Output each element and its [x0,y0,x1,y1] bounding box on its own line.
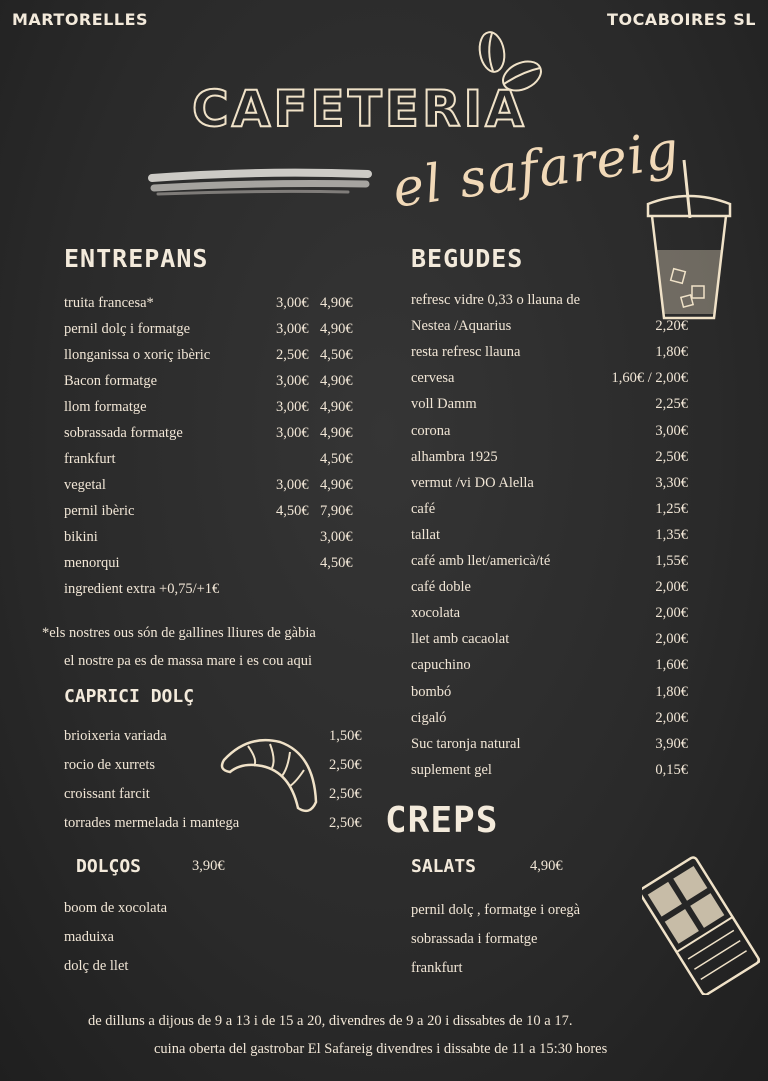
entrepa-price-half: 3,00€ [276,399,309,415]
salats-heading: SALATS [411,856,477,877]
beguda-row [411,576,688,598]
dolc-crep-item: dolç de llet [64,958,129,974]
beguda-row [411,315,688,337]
entrepa-price-full: 4,90€ [320,399,353,415]
entrepa-row [64,474,364,496]
beguda-row [411,681,688,703]
beguda-name: cigaló [411,709,447,726]
entrepa-row [64,500,364,522]
beguda-row [411,420,688,442]
beguda-price: 2,50€ [655,448,688,465]
beguda-row [411,341,688,363]
page-title: CAFETERIA [192,80,527,138]
caprici-price: 2,50€ [329,757,362,773]
entrepa-row [64,552,364,574]
beguda-row [411,289,688,311]
beguda-price: 1,35€ [655,526,688,543]
beguda-price: 2,00€ [655,605,688,622]
entrepa-price-half: 3,00€ [276,295,309,311]
beguda-name: llet amb cacaolat [411,631,510,648]
beguda-price: 2,20€ [655,318,688,335]
entrepa-name: bikini [64,529,98,545]
entrepa-price-full: 4,50€ [320,451,353,467]
footer-kitchen-hours: cuina oberta del gastrobar El Safareig divendres i dissabte de 11 a 15:30 hores [154,1041,608,1057]
entrepa-row [64,396,364,418]
beguda-row [411,759,688,781]
beguda-price: 3,00€ [655,422,688,439]
entrepa-name: sobrassada formatge [64,425,183,441]
beguda-row [411,446,688,468]
entrepa-row [64,422,364,444]
entrepa-price-full: 4,90€ [320,425,353,441]
entrepa-price-full: 4,90€ [320,477,353,493]
footer-hours: de dilluns a dijous de 9 a 13 i de 15 a 20, divendres de 9 a 20 i dissabtes de 10 a 17. [88,1013,573,1029]
entrepa-price-half: 3,00€ [276,425,309,441]
beguda-price: 3,30€ [655,474,688,491]
entrepa-price-full: 7,90€ [320,503,353,519]
caprici-price: 2,50€ [329,815,362,831]
header-left-label: MARTORELLES [12,10,149,29]
dolc-crep-item: maduixa [64,929,114,945]
beguda-price: 1,55€ [655,553,688,569]
beguda-name: vermut /vi DO Alella [411,474,534,491]
beguda-row [411,602,688,624]
beguda-price: 1,60€ / 2,00€ [611,370,688,387]
beguda-name: resta refresc llauna [411,344,521,361]
entrepa-name: truita francesa* [64,295,154,311]
dolcos-price: 3,90€ [192,858,225,874]
entrepa-name: pernil ibèric [64,503,135,519]
entrepa-price-full: 4,90€ [320,373,353,389]
entrepa-price-half: 3,00€ [276,373,309,389]
caprici-price: 2,50€ [329,786,362,802]
beguda-name: voll Damm [411,396,477,413]
caprici-name: brioixeria variada [64,728,167,744]
entrepa-price-full: 4,50€ [320,555,353,571]
beguda-row [411,707,688,729]
entrepa-price-full: 4,90€ [320,321,353,337]
beguda-name: suplement gel [411,761,492,778]
beguda-name: xocolata [411,605,461,622]
beguda-name: Suc taronja natural [411,735,521,752]
beguda-price: 2,25€ [655,396,688,413]
entrepa-row [64,448,364,470]
beguda-row [411,628,688,650]
beguda-price: 1,80€ [655,683,688,700]
entrepa-price-full: 4,90€ [320,295,353,311]
caprici-price: 1,50€ [329,728,362,744]
entrepa-name: menorqui [64,555,120,571]
beguda-price: 2,00€ [655,579,688,596]
entrepa-row [64,526,364,548]
entrepa-price-full: 3,00€ [320,529,353,545]
entrepa-row [64,318,364,340]
salat-crep-item: sobrassada i formatge [411,931,538,947]
entrepa-price-half: 2,50€ [276,347,309,363]
caprici-heading: CAPRICI DOLÇ [64,686,195,707]
entrepa-name: ingredient extra +0,75/+1€ [64,581,220,597]
salat-crep-item: pernil dolç , formatge i oregà [411,902,581,918]
beguda-name: Nestea /Aquarius [411,318,512,335]
beguda-row [411,654,688,676]
beguda-row [411,367,688,389]
caprici-name: rocio de xurrets [64,757,155,773]
entrepa-name: pernil dolç i formatge [64,321,191,337]
page-subtitle: el safareig [389,120,684,220]
croissant-icon [218,732,322,822]
beguda-row [411,524,688,546]
beguda-name: café [411,500,436,517]
beguda-name: alhambra 1925 [411,448,498,465]
beguda-name: café doble [411,579,471,596]
beguda-price: 2,00€ [655,709,688,726]
entrepa-name: frankfurt [64,451,116,467]
beguda-name: café amb llet/americà/té [411,553,551,569]
beguda-price: 3,90€ [655,735,688,752]
entrepa-price-half: 4,50€ [276,503,309,519]
beguda-price: 1,80€ [655,344,688,361]
beguda-name: cervesa [411,370,455,387]
entrepans-note-bread: el nostre pa es de massa mare i es cou aqui [64,653,313,669]
entrepa-row [64,370,364,392]
beguda-name: corona [411,422,451,439]
entrepa-name: vegetal [64,477,106,493]
beguda-name: refresc vidre 0,33 o llauna de [411,292,581,308]
entrepa-price-full: 4,50€ [320,347,353,363]
beguda-name: bombó [411,683,452,700]
beguda-row [411,472,688,494]
beguda-row [411,498,688,520]
entrepa-name: llonganissa o xoriç ibèric [64,347,211,363]
chalk-stroke [148,162,373,202]
entrepa-row [64,578,364,600]
entrepa-row [64,292,364,314]
entrepans-heading: ENTREPANS [64,244,209,273]
entrepans-note-eggs: *els nostres ous són de gallines lliures de gàbia [42,625,316,641]
beguda-name: capuchino [411,657,471,674]
beguda-name: tallat [411,526,440,543]
entrepa-name: llom formatge [64,399,147,415]
beguda-row [411,393,688,415]
dolc-crep-item: boom de xocolata [64,900,168,916]
creps-heading: CREPS [385,800,499,841]
caprici-name: croissant farcit [64,786,150,802]
beguda-price: 0,15€ [655,761,688,778]
entrepa-price-half: 3,00€ [276,477,309,493]
beguda-row [411,733,688,755]
header-right-label: TOCABOIRES SL [607,10,756,29]
caprici-name: torrades mermelada i mantega [64,815,240,831]
beguda-price: 1,60€ [655,657,688,674]
salat-crep-item: frankfurt [411,960,463,976]
entrepa-price-half: 3,00€ [276,321,309,337]
entrepa-name: Bacon formatge [64,373,158,389]
beguda-price: 1,25€ [655,500,688,517]
begudes-heading: BEGUDES [411,244,524,273]
entrepa-row [64,344,364,366]
salats-price: 4,90€ [530,858,563,874]
chocolate-bar-icon [642,855,760,995]
beguda-row [411,550,688,572]
dolcos-heading: DOLÇOS [76,856,142,877]
beguda-price: 2,00€ [655,631,688,648]
